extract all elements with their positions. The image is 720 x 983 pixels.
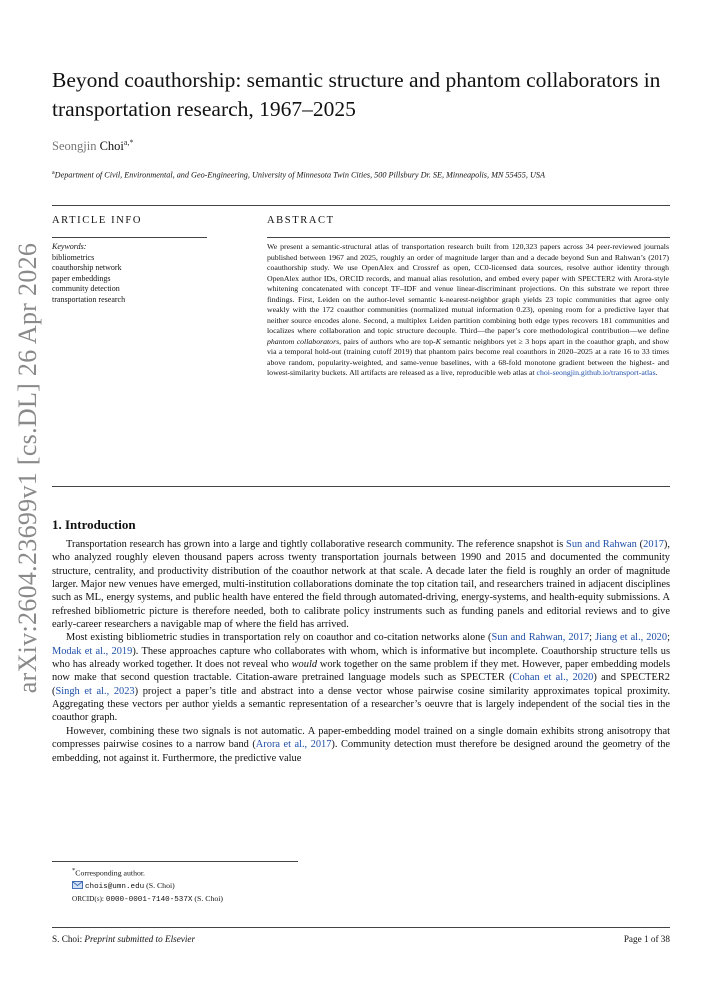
abstract-rule [267,237,670,238]
introduction-body [52,538,670,765]
paragraph: Transportation research has grown into a large and tightly collaborative research community. The reference snapshot is Sun and Rahwan (2017), who analyzed roughly eleven thousand papers across twenty transportation journals between 1990 and 2015 and documented the community structure, centrality, and productivity distribution of the coauthor network at that scale. A decade later the field is roughly an order of magnitude larger. Major new venues have emerged, multi-institution collaborations dominate the top citation tail, and researchers trained in adjacent disciplines such as ML, energy systems, and public health have entered the field through automated-driving, energy-systems, and health-equity submissions. A refreshed bibliometric picture is therefore needed, both to calibrate policy instruments such as funding panels and editorial reviews and to give early-career researchers a navigable map of where the field has arrived. [52,539,670,631]
affiliation-mark: a [52,170,55,176]
atlas-link[interactable]: choi-seongjin.github.io/transport-atlas [536,368,656,377]
email-line: chois@umn.edu (S. Choi) [72,880,472,893]
article-info-rule [52,237,207,238]
paragraph: Most existing bibliometric studies in transportation rely on coauthor and co-citation networks alone (Sun and Rahwan, 2017; Jiang et al., 2020; Modak et al., 2019). These approaches capture who collaborates with whom, which is informative but incomplete. Coauthorship structure tells us who has already worked together. It does not reveal who would work together on the same problem if they met. However, paper embedding models now make that second question tractable. Citation-aware pretrained language models such as SPECTER (Cohan et al., 2020) and SPECTER2 (Singh et al., 2023) project a paper’s title and abstract into a dense vector whose pairwise cosine similarity approximates topical proximity. Aggregating these vectors per author yields a semantic representation of a researcher’s oeuvre that is largely independent of the social ties in the coauthor graph. [52,632,670,724]
keyword-item: community detection [52,284,120,294]
citation-link[interactable]: 2017 [643,539,664,550]
arxiv-id-text: arXiv:2604.23699v1 [cs.DL] 26 Apr 2026 [13,242,42,694]
paragraph: However, combining these two signals is not automatic. A paper-embedding model trained on a single domain exhibits strong anisotropy that compresses pairwise cosines to a narrow band (Arora et al., 2017). Community detection must therefore be designed around the geometry of the embedding, not against it. Furthermore, the predictive value [52,725,670,764]
keyword-item: paper embeddings [52,273,111,283]
keyword-item: bibliometrics [52,252,95,262]
phantom-collaborators-term: phantom collaborators [267,336,340,346]
citation-link[interactable]: Cohan et al., 2020 [512,672,594,684]
footnote-rule [52,861,298,862]
footer-rule [52,927,670,928]
footer-note: Preprint submitted to Elsevier [84,934,196,944]
corresponding-author-note: *Corresponding author. [72,867,145,878]
arxiv-identifier-stamp [8,242,48,694]
envelope-icon [72,881,83,889]
affiliation [52,168,672,181]
citation-link[interactable]: Arora et al., 2017 [255,739,332,751]
email-address[interactable]: chois@umn.edu [84,882,145,891]
author-given-name: Seongjin [52,139,97,154]
abstract-bottom-rule [52,486,670,487]
section-heading-introduction: 1. Introduction [52,517,136,532]
page-number: Page 1 of 38 [623,934,670,944]
footnote-block [72,865,472,906]
footer-left: S. Choi: Preprint submitted to Elsevier [52,934,196,944]
paper-title: Beyond coauthorship: semantic structure and phantom collaborators in transportation research, 1967–2025 [52,68,661,121]
keyword-item: transportation research [52,294,126,304]
author-family-name: Choi [99,139,124,154]
keywords-block [52,242,212,306]
affiliation-text: Department of Civil, Environmental, and Geo-Engineering, University of Minnesota Twin Cities, 500 Pillsbury Dr. SE, Minneapolis, MN 55455, USA [54,170,545,180]
citation-link[interactable]: Modak et al., 2019 [52,645,133,657]
abstract-text: We present a semantic-structural atlas of transportation research built from 120,323 papers across 34 peer-reviewed journals published between 1967 and 2025, roughly an order of magnitude larger than and a decade beyond Sun and Rahwan’s (2017) coauthorship study. We use OpenAlex and Crossref as open, CC0-licensed data sources, resolve author identity through OpenAlex author IDs, ORCID records, and manual alias resolution, and embed every paper with SPECTER2 with Arora-style whitening concatenated with concept TF–IDF and venue linear-discriminant projections. On this substrate we report three findings. First, Leiden on the author-level semantic k-nearest-neighbor graph yields 23 topic communities that agree only weakly with the 172 coauthor communities (normalized mutual information 0.23), opening room for a predictive layer that neither source encodes alone. Second, a multiplex Leiden partition combining both edge types recovers 181 communities and localizes where collaboration and topic structure decouple. Third—the paper’s core methodological contribution—we define phantom collaborators, pairs of authors who are top-K semantic neighbors yet ≥ 3 hops apart in the coauthor graph, and show via a temporal hold-out (training cutoff 2019) that phantom pairs become real coauthors in 2020–2025 at a rate 16 to 33 times above random, popularity-weighted, and same-venue baselines, with a 68-fold monotone gradient between the highest- and lowest-similarity buckets. All artifacts are released as a live, reproducible web atlas at choi-seongjin.github.io/transport-atlas. [267,242,669,377]
author-line [52,138,133,154]
orcid-label: ORCID(s): [72,894,104,903]
keyword-item: coauthorship network [52,263,122,273]
article-info-heading: ARTICLE INFO [52,215,143,226]
citation-link[interactable]: Singh et al., 2023 [55,685,135,697]
keywords-label: Keywords: [52,242,87,251]
citation-link[interactable]: Jiang et al., 2020 [595,632,668,644]
citation-link[interactable]: Sun and Rahwan, 2017 [491,632,590,644]
top-rule [52,205,670,206]
orcid-line: ORCID(s): 0000-0001-7140-537X (S. Choi) [72,893,224,904]
orcid-id[interactable]: 0000-0001-7140-537X [105,895,193,904]
author-marks: a,* [123,138,134,147]
citation-link[interactable]: Sun and Rahwan [566,539,637,550]
abstract-heading: ABSTRACT [267,215,335,226]
